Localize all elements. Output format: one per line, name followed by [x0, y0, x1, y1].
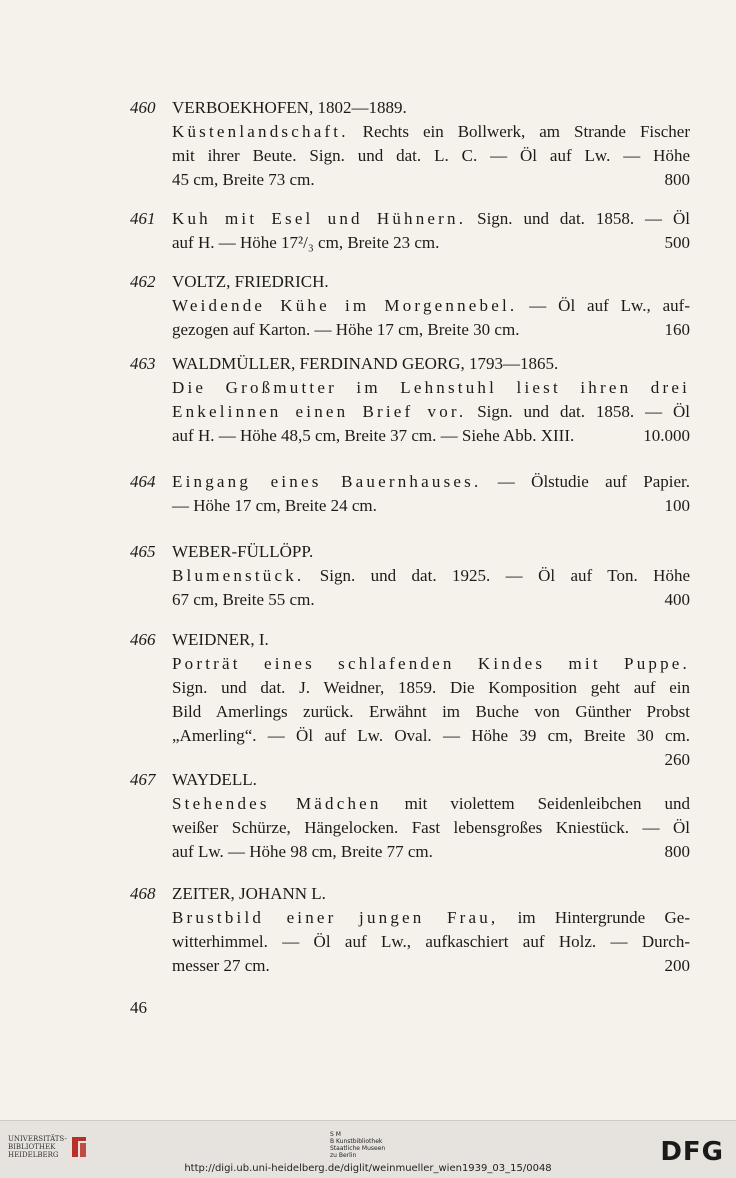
- entry-text: WAYDELL.: [172, 770, 257, 789]
- artwork-title: Kuh mit Esel und Hühnern.: [172, 209, 467, 228]
- entry-line: [172, 906, 690, 930]
- lot-price: 800: [664, 842, 690, 861]
- entry-line: [172, 816, 690, 840]
- entry-line: [172, 470, 690, 494]
- artwork-title: Brustbild einer jungen Frau,: [172, 908, 499, 927]
- entry-text: Sign. und dat. 1925. — Öl auf Ton. Höhe: [304, 566, 690, 585]
- entry-line: [172, 231, 690, 255]
- entry-line: [172, 376, 690, 400]
- entry-line: [172, 628, 690, 652]
- page-number: 46: [130, 998, 147, 1017]
- lot-number: 468: [130, 884, 156, 903]
- artwork-title: Porträt eines schlafenden Kindes mit Puppe.: [172, 654, 690, 673]
- entry-line: [172, 588, 690, 612]
- entry-line: [172, 168, 690, 192]
- entry-text: Sign. und dat. J. Weidner, 1859. Die Komposition geht auf ein: [172, 678, 690, 697]
- entry-text: witterhimmel. — Öl auf Lw., aufkaschiert auf Holz. — Durch-: [172, 932, 690, 951]
- entry-text: 67 cm, Breite 55 cm.: [172, 590, 315, 609]
- entry-text: — Öl auf Lw., auf-: [517, 296, 690, 315]
- artwork-title: Eingang eines Bauernhauses.: [172, 472, 482, 491]
- entry-text: im Hintergrunde Ge-: [498, 908, 690, 927]
- entry-line: [172, 96, 690, 120]
- entry-text: messer 27 cm.: [172, 956, 270, 975]
- university-logo-icon: [68, 1133, 90, 1161]
- entry-text: auf Lw. — Höhe 98 cm, Breite 77 cm.: [172, 842, 433, 861]
- entry-line: [172, 768, 690, 792]
- entry-text: mit violettem Seidenleibchen und: [381, 794, 690, 813]
- lot-number: 464: [130, 472, 156, 491]
- entry-line: [172, 352, 690, 376]
- entry-line: [172, 144, 690, 168]
- entry-line: [172, 564, 690, 588]
- artwork-title: Die Großmutter im Lehnstuhl liest ihren drei: [172, 378, 690, 397]
- entry-line: [172, 400, 690, 424]
- lot-price: 260: [664, 750, 690, 769]
- entry-text: weißer Schürze, Hängelocken. Fast lebensgroßes Kniestück. — Öl: [172, 818, 690, 837]
- source-url[interactable]: http://digi.ub.uni-heidelberg.de/diglit/weinmueller_wien1939_03_15/0048: [184, 1163, 552, 1174]
- entry-text: WEBER-FÜLLÖPP.: [172, 542, 314, 561]
- entry-text: auf H. — Höhe 17²/₃ cm, Breite 23 cm.: [172, 233, 440, 252]
- lot-price: 10.000: [643, 426, 690, 445]
- entry-line: [172, 424, 690, 448]
- lot-number: 463: [130, 354, 156, 373]
- artwork-title: Weidende Kühe im Morgennebel.: [172, 296, 518, 315]
- entry-text: WALDMÜLLER, FERDINAND GEORG, 1793—1865.: [172, 354, 559, 373]
- entry-text: Bild Amerlings zurück. Erwähnt im Buche von Günther Probst: [172, 702, 690, 721]
- artwork-title: Enkelinnen einen Brief vor.: [172, 402, 467, 421]
- entry-line: [172, 318, 690, 342]
- lot-number: 467: [130, 770, 156, 789]
- university-library-label: UNIVERSITÄTS- BIBLIOTHEK HEIDELBERG: [8, 1135, 67, 1159]
- entry-text: auf H. — Höhe 48,5 cm, Breite 37 cm. — Siehe Abb. XIII.: [172, 426, 575, 445]
- entry-line: [172, 700, 690, 724]
- entry-text: WEIDNER, I.: [172, 630, 269, 649]
- lot-price: 200: [664, 956, 690, 975]
- entry-line: [172, 930, 690, 954]
- entry-line: [172, 120, 690, 144]
- entry-text: — Höhe 17 cm, Breite 24 cm.: [172, 496, 377, 515]
- entry-text: gezogen auf Karton. — Höhe 17 cm, Breite 30 cm.: [172, 320, 520, 339]
- lot-price: 500: [664, 233, 690, 252]
- entry-text: Sign. und dat. 1858. — Öl: [466, 402, 690, 421]
- entry-line: [172, 294, 690, 318]
- artwork-title: Stehendes Mädchen: [172, 794, 382, 813]
- lot-price: 160: [664, 320, 690, 339]
- artwork-title: Blumenstück.: [172, 566, 305, 585]
- entry-text: „Amerling“. — Öl auf Lw. Oval. — Höhe 39 cm, Breite 30 cm.: [172, 726, 690, 745]
- entry-line: [172, 494, 690, 518]
- lot-number: 462: [130, 272, 156, 291]
- entry-line: [172, 792, 690, 816]
- entry-text: VERBOEKHOFEN, 1802—1889.: [172, 98, 407, 117]
- lot-number: 461: [130, 209, 156, 228]
- footer-bar: [0, 1120, 736, 1178]
- entry-line: [172, 207, 690, 231]
- entry-line: [172, 954, 690, 978]
- lot-number: 460: [130, 98, 156, 117]
- entry-line: [172, 724, 690, 748]
- entry-line: [172, 540, 690, 564]
- entry-text: 45 cm, Breite 73 cm.: [172, 170, 315, 189]
- entry-text: Sign. und dat. 1858. — Öl: [466, 209, 690, 228]
- lot-number: 465: [130, 542, 156, 561]
- entry-text: Rechts ein Bollwerk, am Strande Fischer: [348, 122, 690, 141]
- entry-text: — Ölstudie auf Papier.: [481, 472, 690, 491]
- entry-line: [172, 882, 690, 906]
- entry-line: [172, 270, 690, 294]
- entry-text: mit ihrer Beute. Sign. und dat. L. C. — Öl auf Lw. — Höhe: [172, 146, 690, 165]
- entry-text: ZEITER, JOHANN L.: [172, 884, 326, 903]
- lot-price: 800: [664, 170, 690, 189]
- lot-price: 400: [664, 590, 690, 609]
- entry-line: [172, 840, 690, 864]
- entry-text: VOLTZ, FRIEDRICH.: [172, 272, 329, 291]
- smb-kunstbibliothek-label: S M B Kunstbibliothek Staatliche Museen zu Berlin: [330, 1131, 386, 1159]
- artwork-title: Küstenlandschaft.: [172, 122, 349, 141]
- dfg-logo: DFG: [660, 1137, 724, 1167]
- entry-line: [172, 676, 690, 700]
- lot-number: 466: [130, 630, 156, 649]
- lot-price: 100: [664, 496, 690, 515]
- entry-line: [172, 652, 690, 676]
